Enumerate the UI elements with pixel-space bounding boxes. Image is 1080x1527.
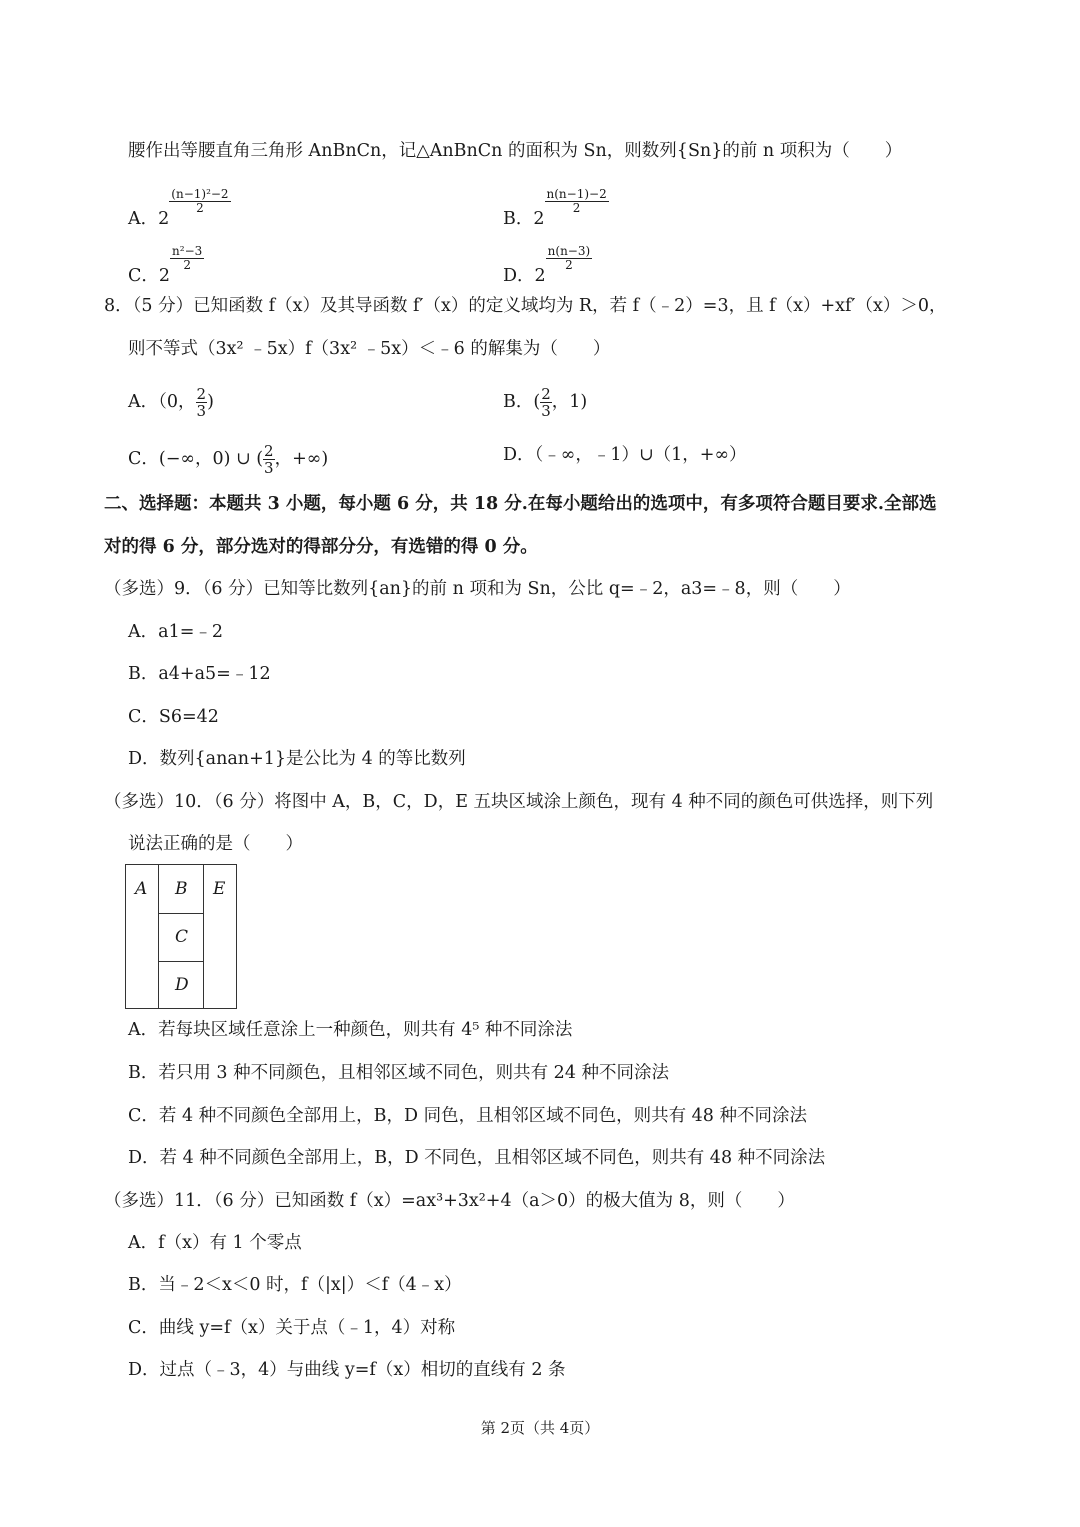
q8-option-b-prefix: B．( bbox=[503, 392, 541, 412]
q8-option-a[interactable] bbox=[128, 386, 214, 419]
region-d: D bbox=[158, 961, 204, 1009]
q10-option-c[interactable]: C．若 4 种不同颜色全部用上，B，D 同色，且相邻区域不同色，则共有 48 种不同涂法 bbox=[128, 1106, 807, 1126]
q9-option-a[interactable]: A．a1=﹣2 bbox=[128, 622, 224, 642]
q8-option-b-suffix: ，1) bbox=[551, 392, 588, 412]
q8-option-c-suffix: ，+∞) bbox=[274, 449, 329, 469]
q8-option-a-prefix: A．（0， bbox=[128, 392, 196, 412]
q7-option-c-label: C．2 bbox=[128, 266, 171, 286]
q7-option-b-exponent: $\frac{n(n-1)-2}{2}$ bbox=[546, 187, 607, 215]
q8-option-b[interactable] bbox=[503, 386, 587, 419]
q7-option-b-label: B．2 bbox=[503, 209, 545, 229]
q8-stem-line2: 则不等式（3x² ﹣5x）f（3x² ﹣5x）＜﹣6 的解集为（ ） bbox=[128, 339, 611, 359]
q10-stem-line1: （多选）10．（6 分）将图中 A，B，C，D，E 五块区域涂上颜色，现有 4 种不同的颜色可供选择，则下列 bbox=[104, 792, 934, 812]
region-c: C bbox=[158, 913, 204, 962]
q7-option-a-label: A．2 bbox=[128, 209, 170, 229]
q7-option-d-exponent: $\frac{n(n-3)}{2}$ bbox=[547, 244, 591, 272]
q7-option-a[interactable] bbox=[128, 188, 231, 231]
q8-option-c-prefix: C．(−∞，0) ∪ ( bbox=[128, 449, 264, 469]
q8-option-c[interactable] bbox=[128, 443, 328, 476]
section2-heading-line2: 对的得 6 分，部分选对的得部分分，有选错的得 0 分。 bbox=[104, 537, 538, 557]
q9-option-b[interactable]: B．a4+a5=﹣12 bbox=[128, 664, 271, 684]
q7-option-d-label: D．2 bbox=[503, 266, 546, 286]
q7-continuation: 腰作出等腰直角三角形 AnBnCn，记△AnBnCn 的面积为 Sn，则数列{Sn}的前 n 项积为（ ） bbox=[128, 141, 903, 161]
q11-option-d[interactable]: D．过点（﹣3，4）与曲线 y=f（x）相切的直线有 2 条 bbox=[128, 1360, 566, 1380]
region-b: B bbox=[158, 864, 204, 914]
q8-option-d[interactable]: D．（﹣∞，﹣1）∪（1，+∞） bbox=[503, 445, 747, 465]
region-a: A bbox=[125, 864, 159, 1009]
q10-option-b[interactable]: B．若只用 3 种不同颜色，且相邻区域不同色，则共有 24 种不同涂法 bbox=[128, 1063, 670, 1083]
page-footer: 第 2页（共 4页） bbox=[480, 1419, 600, 1437]
q7-option-c[interactable] bbox=[128, 245, 204, 288]
q8-option-c-fraction: $\frac{2}{3}$ bbox=[264, 442, 274, 477]
q7-option-c-exponent: $\frac{\text{n²−3}}{2}$ bbox=[172, 244, 203, 272]
q9-stem: （多选）9．（6 分）已知等比数列{an}的前 n 项和为 Sn，公比 q=﹣2，a3=﹣8，则（ ） bbox=[104, 579, 851, 599]
q11-option-a[interactable]: A．f（x）有 1 个零点 bbox=[128, 1233, 302, 1253]
q11-stem: （多选）11．（6 分）已知函数 f（x）=ax³+3x²+4（a＞0）的极大值为 8，则（ ） bbox=[104, 1191, 795, 1211]
q10-option-a[interactable]: A．若每块区域任意涂上一种颜色，则共有 4⁵ 种不同涂法 bbox=[128, 1020, 573, 1040]
q8-option-a-suffix: ) bbox=[207, 392, 214, 412]
q8-option-b-fraction: $\frac{2}{3}$ bbox=[541, 385, 551, 420]
q8-stem-line1: 8．（5 分）已知函数 f（x）及其导函数 f′（x）的定义域均为 R，若 f（﹣2）=3，且 f（x）+xf′（x）＞0， bbox=[104, 296, 947, 316]
q9-option-c[interactable]: C．S6=42 bbox=[128, 707, 219, 727]
q7-option-d[interactable] bbox=[503, 245, 592, 288]
q7-option-a-exponent: $\frac{\text{(n−1)²−2}}{2}$ bbox=[171, 187, 229, 215]
q7-option-b[interactable] bbox=[503, 188, 609, 231]
q10-stem-line2: 说法正确的是（ ） bbox=[128, 834, 303, 854]
q11-option-c[interactable]: C．曲线 y=f（x）关于点（﹣1，4）对称 bbox=[128, 1318, 456, 1338]
q9-option-d[interactable]: D．数列{anan+1}是公比为 4 的等比数列 bbox=[128, 749, 466, 769]
region-diagram bbox=[125, 864, 237, 1009]
q11-option-b[interactable]: B．当﹣2＜x＜0 时，f（|x|）＜f（4﹣x） bbox=[128, 1275, 462, 1295]
q8-option-a-fraction: $\frac{2}{3}$ bbox=[196, 385, 207, 420]
region-e: E bbox=[203, 864, 237, 1009]
section2-heading-line1: 二、选择题：本题共 3 小题，每小题 6 分，共 18 分.在每小题给出的选项中，有多项符合题目要求.全部选 bbox=[104, 494, 937, 514]
q10-option-d[interactable]: D．若 4 种不同颜色全部用上，B，D 不同色，且相邻区域不同色，则共有 48 种不同涂法 bbox=[128, 1148, 826, 1168]
